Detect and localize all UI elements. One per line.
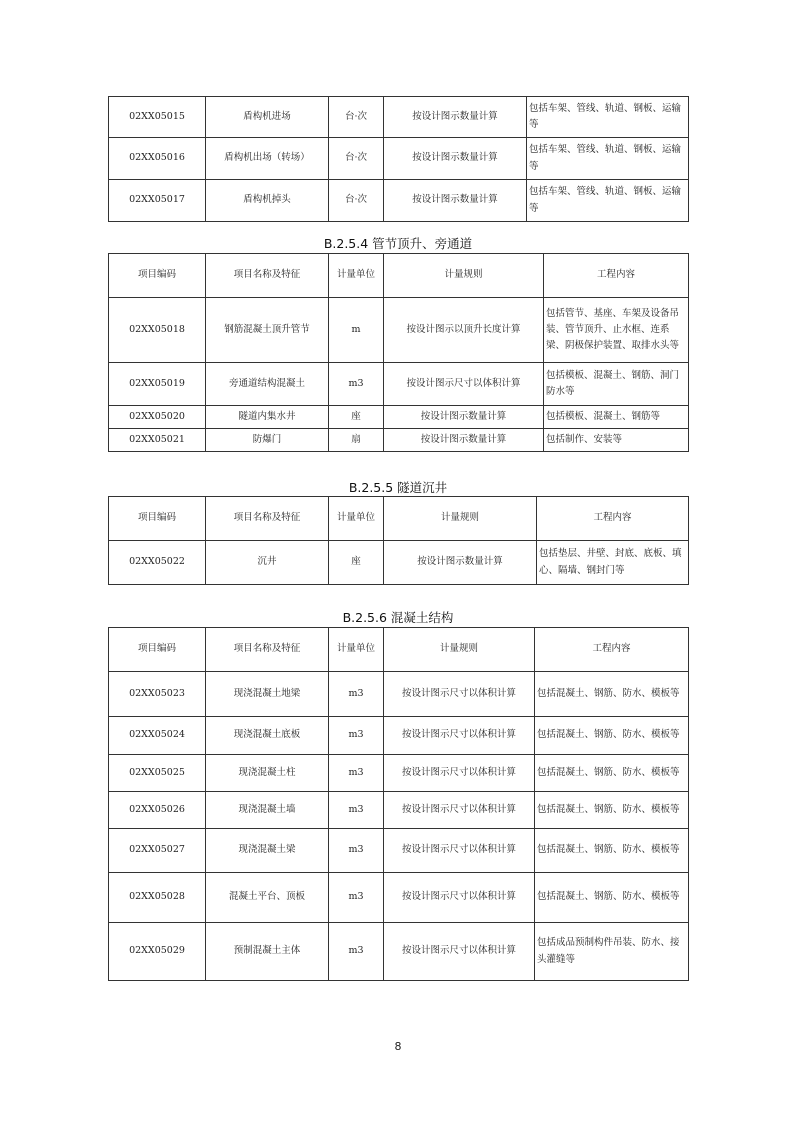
table-header-row [109,254,689,298]
item-work: 包括混凝土、钢筋、防水、模板等 [535,717,689,755]
item-code: 02XX05027 [109,829,206,873]
item-code: 02XX05024 [109,717,206,755]
item-work: 包括混凝土、钢筋、防水、模板等 [535,755,689,792]
item-work: 包括制作、安装等 [544,429,689,452]
table-concrete [108,627,689,981]
table-header-row [109,497,689,541]
table-row [109,873,689,923]
item-unit: 座 [329,406,384,429]
header-code: 项目编码 [109,497,206,541]
item-rule: 按设计图示尺寸以体积计算 [384,672,535,717]
item-code: 02XX05023 [109,672,206,717]
item-code: 02XX05028 [109,873,206,923]
item-name: 旁通道结构混凝土 [206,363,329,406]
item-name: 盾构机进场 [206,97,329,138]
item-rule: 按设计图示尺寸以体积计算 [384,873,535,923]
header-unit: 计量单位 [329,497,384,541]
item-name: 沉井 [206,541,329,585]
item-rule: 按设计图示以顶升长度计算 [384,298,544,363]
item-unit: m3 [329,363,384,406]
item-unit: 台·次 [329,97,384,138]
item-rule: 按设计图示数量计算 [384,180,527,222]
item-unit: m3 [329,717,384,755]
item-name: 现浇混凝土底板 [206,717,329,755]
item-work: 包括混凝土、钢筋、防水、模板等 [535,873,689,923]
item-unit: 台·次 [329,138,384,180]
item-rule: 按设计图示尺寸以体积计算 [384,923,535,981]
header-unit: 计量单位 [329,254,384,298]
item-name: 现浇混凝土地梁 [206,672,329,717]
item-code: 02XX05015 [109,97,206,138]
item-name: 盾构机掉头 [206,180,329,222]
header-name: 项目名称及特征 [206,254,329,298]
table-row [109,672,689,717]
item-work: 包括垫层、井壁、封底、底板、填心、隔墙、钢封门等 [537,541,689,585]
header-work: 工程内容 [535,628,689,672]
table-row [109,363,689,406]
item-work: 包括车架、管线、轨道、钢板、运输等 [527,138,689,180]
item-rule: 按设计图示数量计算 [384,97,527,138]
item-work: 包括混凝土、钢筋、防水、模板等 [535,672,689,717]
item-code: 02XX05020 [109,406,206,429]
item-unit: m3 [329,792,384,829]
header-work: 工程内容 [544,254,689,298]
table-row [109,180,689,222]
header-code: 项目编码 [109,254,206,298]
item-work: 包括成品预制构件吊装、防水、接头灌缝等 [535,923,689,981]
item-rule: 按设计图示尺寸以体积计算 [384,717,535,755]
header-rule: 计量规则 [384,628,535,672]
item-name: 现浇混凝土梁 [206,829,329,873]
header-rule: 计量规则 [384,497,537,541]
item-rule: 按设计图示尺寸以体积计算 [384,792,535,829]
item-rule: 按设计图示尺寸以体积计算 [384,755,535,792]
item-code: 02XX05016 [109,138,206,180]
header-name: 项目名称及特征 [206,497,329,541]
item-code: 02XX05022 [109,541,206,585]
item-rule: 按设计图示数量计算 [384,541,537,585]
table-row [109,406,689,429]
item-unit: 座 [329,541,384,585]
item-name: 隧道内集水井 [206,406,329,429]
item-work: 包括车架、管线、轨道、钢板、运输等 [527,180,689,222]
item-unit: m3 [329,829,384,873]
item-work: 包括模板、混凝土、钢筋、洞门防水等 [544,363,689,406]
table-jacking-passage [108,253,689,452]
section-title: B.2.5.5 隧道沉井 [348,480,448,495]
section-title: B.2.5.6 混凝土结构 [342,610,454,625]
table-row [109,717,689,755]
header-work: 工程内容 [537,497,689,541]
item-name: 现浇混凝土柱 [206,755,329,792]
table-row [109,429,689,452]
table-row [109,923,689,981]
item-rule: 按设计图示尺寸以体积计算 [384,363,544,406]
header-name: 项目名称及特征 [206,628,329,672]
item-rule: 按设计图示数量计算 [384,138,527,180]
table-row [109,792,689,829]
item-rule: 按设计图示尺寸以体积计算 [384,829,535,873]
item-code: 02XX05026 [109,792,206,829]
item-name: 钢筋混凝土顶升管节 [206,298,329,363]
item-code: 02XX05029 [109,923,206,981]
item-rule: 按设计图示数量计算 [384,429,544,452]
item-code: 02XX05017 [109,180,206,222]
header-code: 项目编码 [109,628,206,672]
item-unit: 台·次 [329,180,384,222]
item-work: 包括管节、基座、车架及设备吊装、管节顶升、止水框、连系梁、阴极保护装置、取排水头等 [544,298,689,363]
item-unit: m3 [329,873,384,923]
item-name: 现浇混凝土墙 [206,792,329,829]
section-title: B.2.5.4 管节顶升、旁通道 [323,236,473,251]
item-work: 包括混凝土、钢筋、防水、模板等 [535,792,689,829]
table-row [109,298,689,363]
item-name: 防爆门 [206,429,329,452]
item-unit: m3 [329,923,384,981]
header-rule: 计量规则 [384,254,544,298]
item-unit: 扇 [329,429,384,452]
item-unit: m3 [329,672,384,717]
item-code: 02XX05025 [109,755,206,792]
item-name: 混凝土平台、顶板 [206,873,329,923]
table-row [109,138,689,180]
table-row [109,755,689,792]
item-code: 02XX05021 [109,429,206,452]
item-work: 包括模板、混凝土、钢筋等 [544,406,689,429]
table-row [109,97,689,138]
table-header-row [109,628,689,672]
item-name: 预制混凝土主体 [206,923,329,981]
item-code: 02XX05019 [109,363,206,406]
item-code: 02XX05018 [109,298,206,363]
header-unit: 计量单位 [329,628,384,672]
table-caisson [108,496,689,585]
table-row [109,829,689,873]
page-number: 8 [394,1040,402,1053]
table-row [109,541,689,585]
item-unit: m3 [329,755,384,792]
item-unit: m [329,298,384,363]
table-shield-machine [108,96,689,222]
item-rule: 按设计图示数量计算 [384,406,544,429]
item-name: 盾构机出场（转场） [206,138,329,180]
item-work: 包括混凝土、钢筋、防水、模板等 [535,829,689,873]
item-work: 包括车架、管线、轨道、钢板、运输等 [527,97,689,138]
